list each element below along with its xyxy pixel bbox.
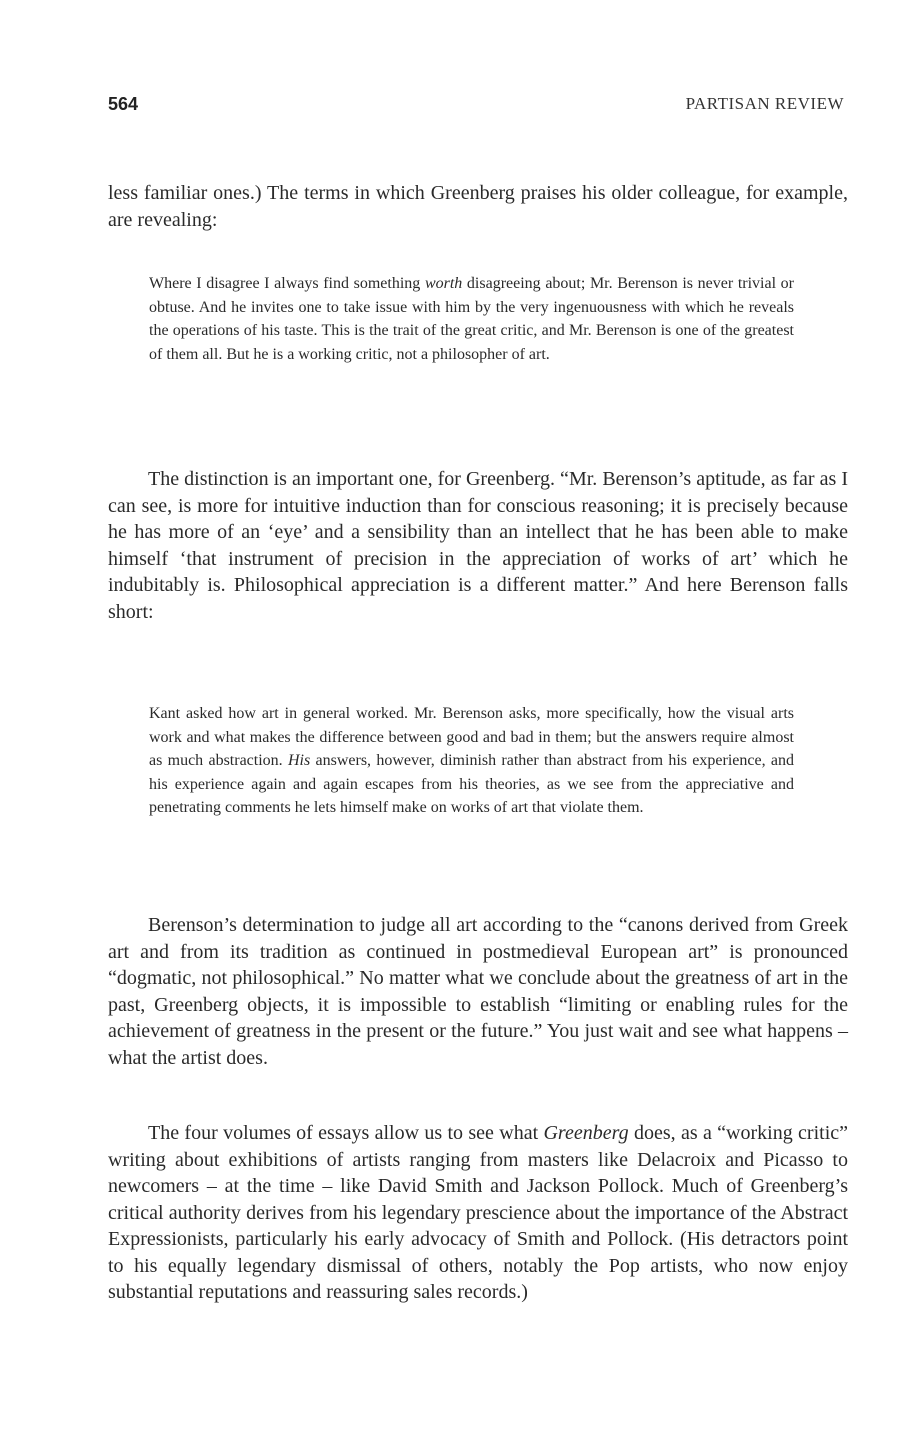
quote-2-text-a: Kant asked how art in general worked. Mr. Berenson asks, more specifically, how the visual arts work and what makes the difference between good and bad in them; but the answers require almost as much abstraction. xyxy=(149,705,794,769)
quote-2-text-b: answers, however, diminish rather than abstract from his experience, and his experience again and again escapes from his theories, as we see from the appreciative and penetrating comments he lets himself make on works of art that violate them. xyxy=(149,752,794,816)
quote-2-italic: His xyxy=(287,752,311,769)
paragraph-4 xyxy=(108,1120,848,1306)
quote-1-italic: worth xyxy=(424,275,463,292)
block-quote-2 xyxy=(149,702,794,820)
paragraph-1: less familiar ones.) The terms in which Greenberg praises his older colleague, for example, are revealing: xyxy=(108,182,848,231)
quote-1-text-a: Where I disagree I always find something xyxy=(149,275,425,292)
paragraph-2: The distinction is an important one, for Greenberg. “Mr. Berenson’s aptitude, as far as I can see, is more for intuitive induction than for conscious reasoning; it is precisely because he has more of an ‘eye’ and a sensibility than an intellect that he has been able to make himself ‘that instrument of precision in the appreciation of works of art’ which he indubitably is. Philosophical appreciation is a different matter.” And here Berenson falls short: xyxy=(108,468,848,623)
page-number: 564 xyxy=(108,94,139,114)
running-head: PARTISAN REVIEW xyxy=(685,94,844,113)
paragraph-4-text-b: does, as a “working critic” writing about exhibitions of artists ranging from masters like Delacroix and Picasso to newcomers – at the time – like David Smith and Jackson Pollock. Much of Greenberg’s critical authority derives from his legendary prescience about the importance of the Abstract Expressionists, particularly his early advocacy of Smith and Pollock. (His detractors point to his equally legendary dismissal of others, notably the Pop artists, who now enjoy substantial reputations and reassuring sales records.) xyxy=(108,1122,849,1303)
quote-1-text-b: disagreeing about; Mr. Berenson is never trivial or obtuse. And he invites one to take issue with him by the very ingenuousness with which he reveals the operations of his taste. This is the trait of the great critic, and Mr. Berenson is one of the greatest of them all. But he is a working critic, not a philosopher of art. xyxy=(149,275,794,363)
paragraph-4-italic: Greenberg xyxy=(543,1122,629,1144)
paragraph-3: Berenson’s determination to judge all art according to the “canons derived from Greek art and from its tradition as continued in postmedieval European art” is pronounced “dogmatic, not philosophical.” No matter what we conclude about the greatness of art in the past, Greenberg objects, it is impossible to establish “limiting or enabling rules for the achievement of greatness in the present or the future.” You just wait and see what happens – what the artist does. xyxy=(108,914,848,1069)
paragraph-4-text-a: The four volumes of essays allow us to see what xyxy=(148,1122,544,1144)
block-quote-1 xyxy=(149,272,794,366)
